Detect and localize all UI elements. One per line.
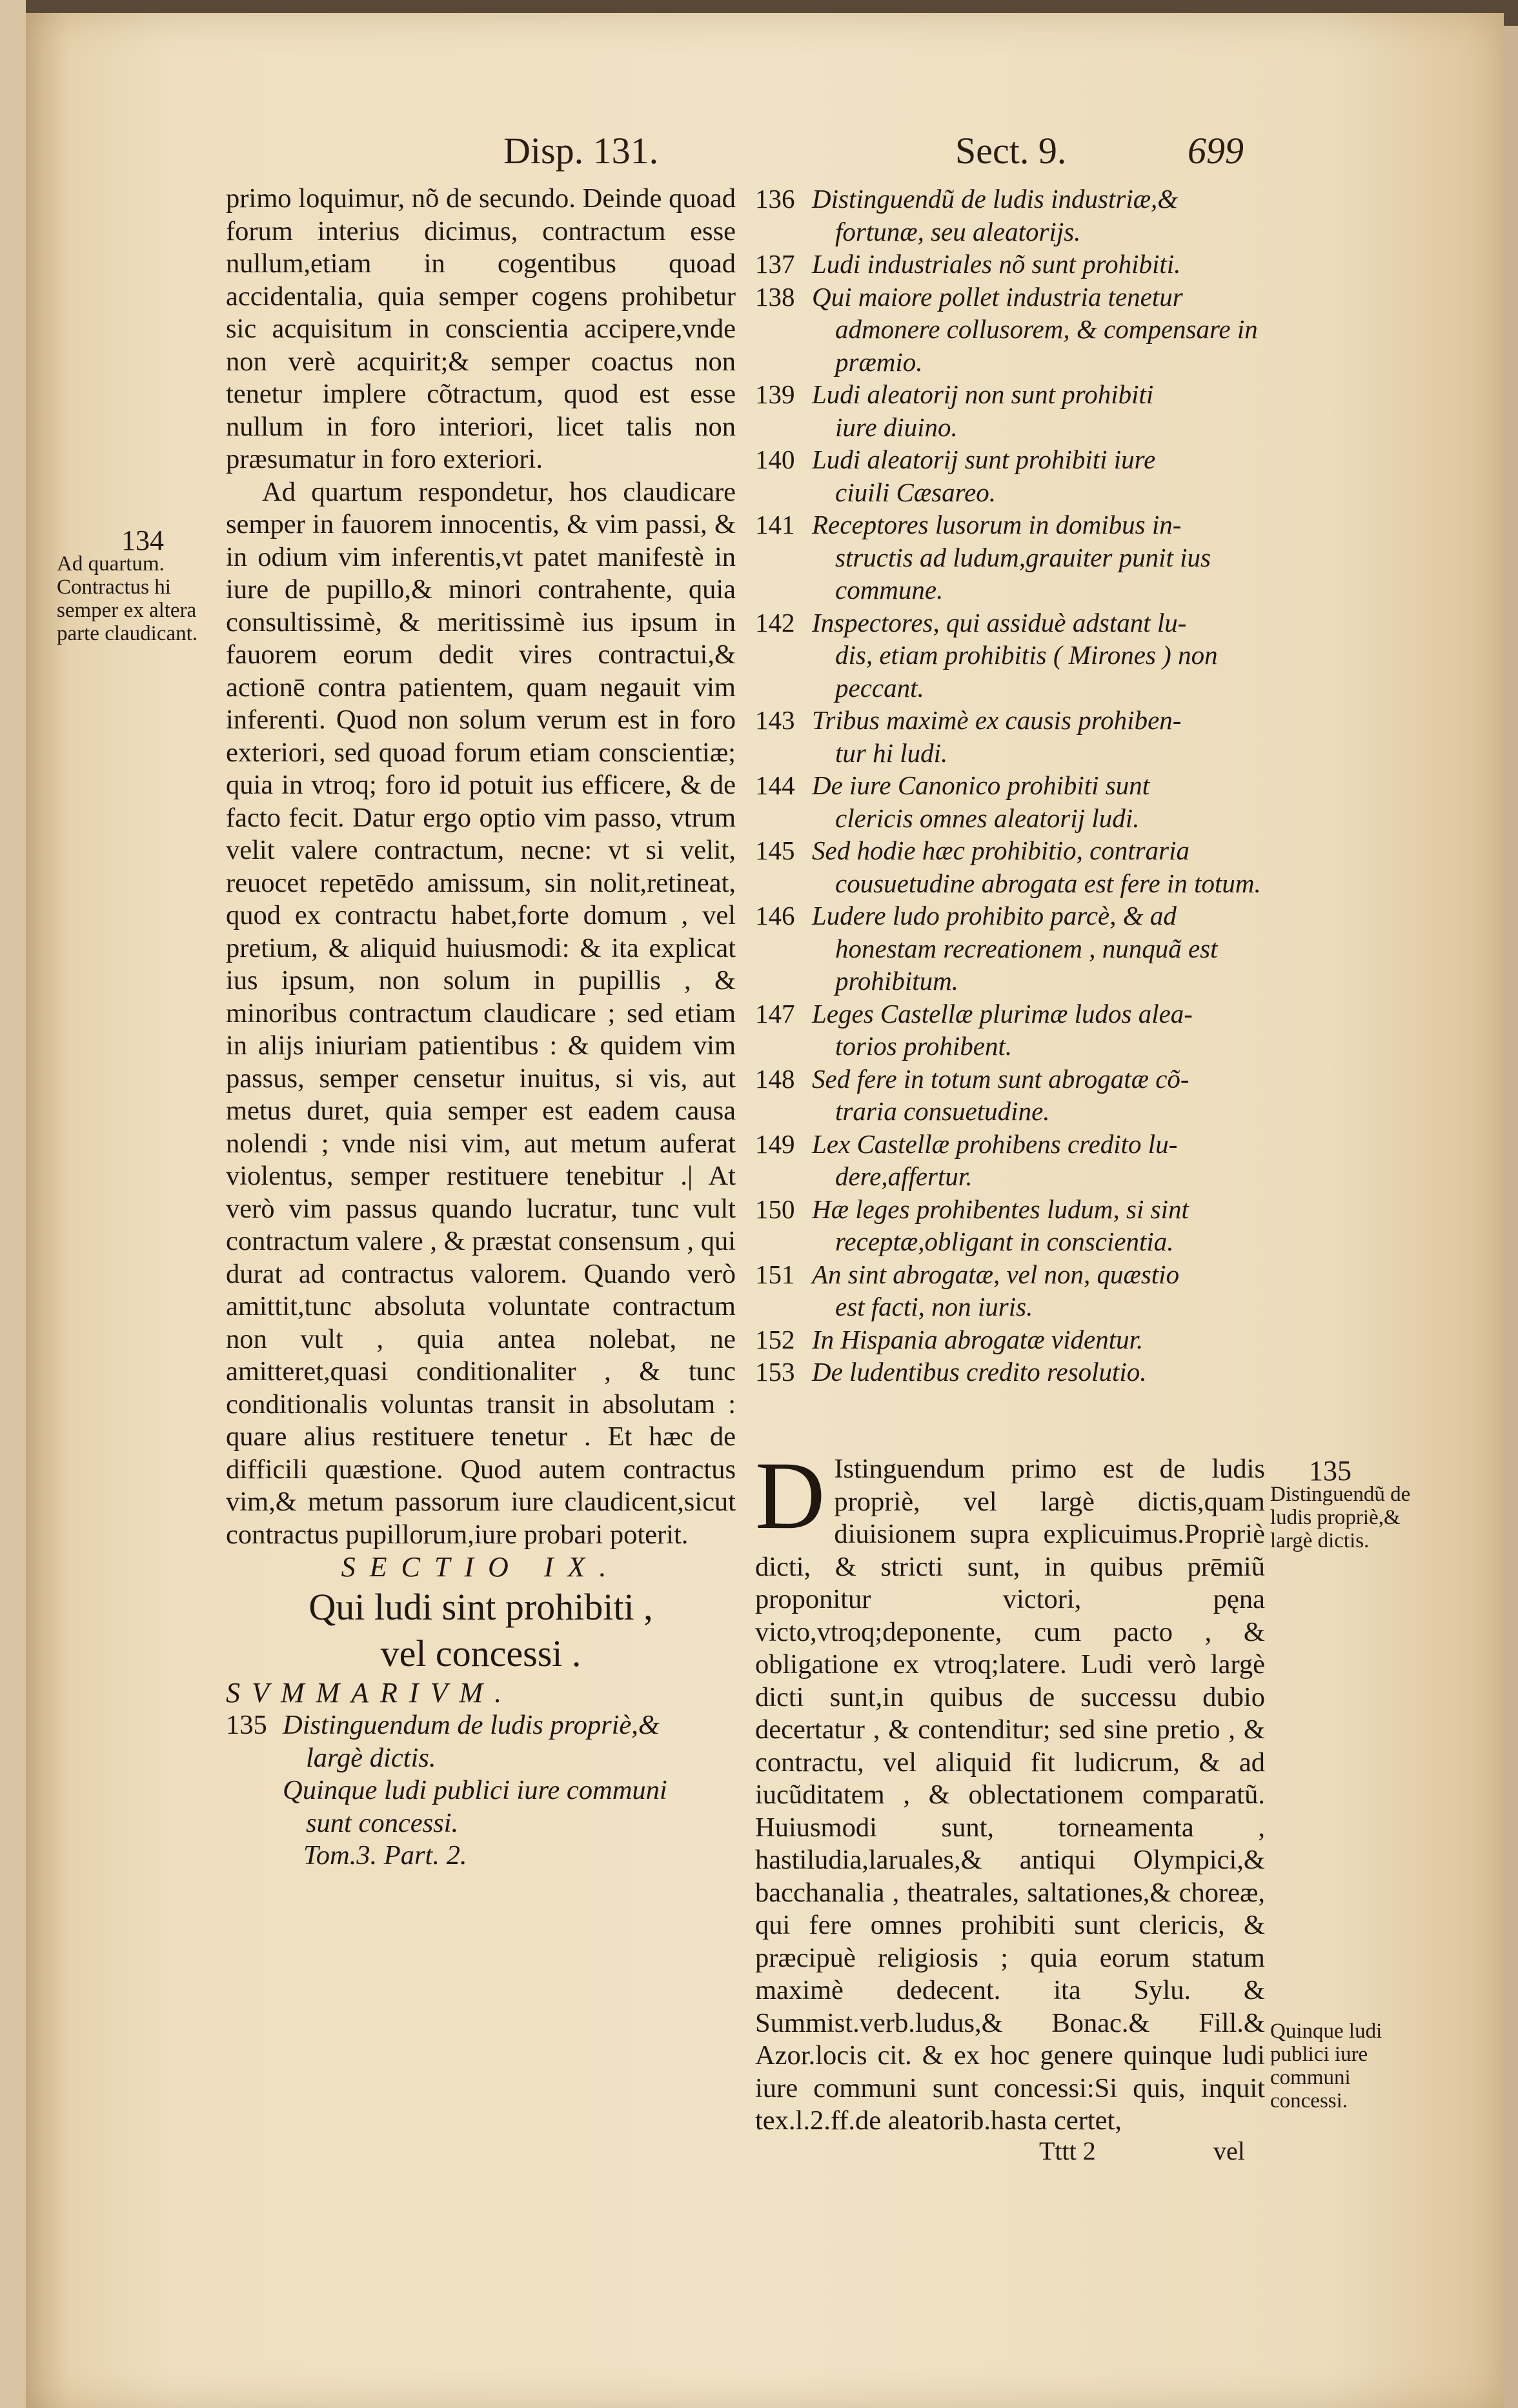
entry-number: 141	[755, 510, 795, 539]
summary-entry	[755, 183, 1265, 248]
entry-number: 151	[755, 1259, 795, 1289]
summary-entry	[755, 1128, 1265, 1193]
right-body-text	[755, 1442, 1265, 2138]
entry-number: 136	[755, 184, 795, 214]
right-summary-list	[755, 183, 1265, 1389]
entry-line2: fortunæ, seu aleatorijs.	[835, 216, 1081, 246]
entry-line1: Leges Castellæ plurimæ ludos alea-	[812, 998, 1193, 1028]
summary-entry	[755, 769, 1265, 834]
entry-line2: cousuetudine abrogata est fere in totum.	[835, 868, 1261, 898]
margin-note-text: Quinque ludi publici iure communi concessi.	[1270, 2020, 1382, 2112]
summary-entry	[755, 443, 1265, 508]
summary-entry	[755, 1063, 1265, 1128]
entry-line1: Ludere ludo prohibito parcè, & ad	[812, 901, 1177, 930]
entry-line1: Sed fere in totum sunt abrogatæ cõ-	[812, 1063, 1189, 1094]
header-disputation: Disp. 131.	[503, 130, 659, 172]
summary-entry-135	[226, 1709, 736, 1774]
section-title-line1: Qui ludi sint prohibiti ,	[309, 1585, 653, 1628]
summary-entry	[755, 281, 1265, 379]
entry-line2: dis, etiam prohibitis ( Mirones ) non peccant.	[835, 640, 1218, 703]
entry-line1: Lex Castellæ prohibens credito lu-	[812, 1129, 1178, 1159]
entry-line2: structis ad ludum,grauiter punit ius commune.	[835, 542, 1211, 605]
entry-line1: Qui maiore pollet industria tenetur	[812, 281, 1183, 312]
entry-line1: Hæ leges prohibentes ludum, si sint	[812, 1194, 1189, 1224]
left-page-edge	[0, 0, 26, 2408]
entry-line1: Distinguendum de ludis propriè,&	[283, 1710, 660, 1740]
section-title-line2: vel concessi .	[380, 1632, 582, 1674]
entry-number: 150	[755, 1194, 795, 1224]
signature-mark: Tttt 2	[1039, 2136, 1096, 2165]
entry-line2: receptæ,obligant in conscientia.	[835, 1227, 1174, 1256]
summary-entry	[755, 508, 1265, 607]
entry-number: 146	[755, 901, 795, 930]
entry-number: 143	[755, 705, 795, 735]
summary-entry	[755, 1356, 1265, 1389]
entry-line1: Tribus maximè ex causis prohiben-	[812, 705, 1182, 735]
entry-number: 137	[755, 249, 795, 279]
entry-line2: clericis omnes aleatorij ludi.	[835, 803, 1140, 833]
entry-number: 140	[755, 445, 795, 474]
entry-line2: iure diuino.	[835, 412, 958, 442]
margin-note-number: 135	[1309, 1455, 1351, 1487]
margin-note-quinque	[1270, 2020, 1425, 2112]
entry-line1: Quinque ludi publici iure communi	[283, 1775, 667, 1805]
summary-entry	[755, 1323, 1265, 1356]
entry-number: 147	[755, 998, 795, 1028]
entry-number: 135	[226, 1710, 267, 1740]
entry-number: 142	[755, 607, 795, 637]
entry-number: 149	[755, 1129, 795, 1159]
entry-line1: An sint abrogatæ, vel non, quæstio	[812, 1259, 1180, 1289]
summary-entry	[755, 998, 1265, 1063]
entry-line2: torios prohibent.	[835, 1031, 1013, 1061]
paragraph-ad-quartum: Ad quartum respondetur, hos claudicare semper in fauorem innocentis, & vim passi, & in odium vim inferentis,vt patet manifestè in iure de pupillo,& minori contrahente, quia consultissimè, & meritissimè ius ipsum in fauorem eorum dedit vires contractui,& actionē contra patientem, quam negauit vim inferenti. Quod non solum verum est in foro exteriori, sed quoad forum etiam conscientiæ; quia in vtroq; foro id potuit ius efficere, & de facto fecit. Datur ergo optio vim passo, vtrum velit valere contractum, necne: vt si velit, reuocet repetēdo amissum, sin nolit,retineat, quod ex contractu habet,forte domum , vel pretium, & aliquid huiusmodi: & ita explicat ius ipsum, non solum in pupillis , & minoribus contractum claudicare ; sed etiam in alijs iniuriam patientibus : & quidem vim passus, semper censetur inuitus, si vis, aut metus duret, quia semper est eadem causa nolendi ; vnde nisi vim, aut metum auferat violentus, semper restituere tenebitur .| At verò vim passus quando lucratur, tunc vult contractum valere , & præstat consensum , qui durat ad contractus valorem. Quando verò amittit,tunc absoluta voluntate contractum non vult , quia antea nolebat, ne amitteret,quasi conditionaliter , & tunc conditionalis voluntas transit in absolutam : quare alius restituere tenetur . Et hæc de difficili quæstione. Quod autem contractus vim,& metum passorum iure claudicent,sicut contractus pupillorum,iure probari poterit.	[226, 476, 736, 1550]
entry-line1: Ludi aleatorij non sunt prohibiti	[812, 379, 1154, 409]
entry-line1: Receptores lusorum in domibus in-	[812, 510, 1182, 539]
summary-entry	[755, 607, 1265, 705]
margin-note-text: Ad quartum. Contractus hi semper ex altera parte claudicant.	[57, 552, 198, 645]
entry-line1: In Hispania abrogatæ videntur.	[812, 1324, 1144, 1354]
summary-entry	[755, 248, 1265, 281]
entry-line1: Ludi aleatorij sunt prohibiti iure	[812, 445, 1156, 474]
summarium-heading: SVMMARIVM.	[226, 1676, 514, 1709]
entry-line2: traria consuetudine.	[835, 1096, 1050, 1126]
entry-number: 145	[755, 836, 795, 865]
entry-line2: dere,affertur.	[835, 1161, 973, 1191]
entry-line1: Distinguendũ de ludis industriæ,&	[812, 184, 1179, 214]
entry-line1: De ludentibus credito resolutio.	[812, 1357, 1147, 1387]
entry-number: 138	[755, 281, 795, 312]
page-number: 699	[1188, 130, 1244, 172]
entry-number: 144	[755, 770, 795, 800]
entry-line2: largè dictis.	[306, 1742, 436, 1773]
drop-cap-d: D	[755, 1442, 825, 1549]
entry-line2: tur hi ludi.	[835, 737, 948, 768]
entry-line2: honestam recreationem , nunquã est prohibitum.	[835, 933, 1218, 996]
entry-number: 148	[755, 1063, 795, 1094]
entry-line1: Sed hodie hæc prohibitio, contraria	[812, 836, 1189, 865]
left-column	[226, 183, 736, 1872]
footer-tome: Tom.3. Part. 2.	[303, 1840, 467, 1871]
margin-note-text: Distinguendũ de ludis propriè,& largè dictis.	[1270, 1483, 1411, 1552]
margin-note-134	[57, 525, 215, 645]
entry-line2: admonere collusorem, & compensare in præmio.	[835, 314, 1258, 377]
entry-line2: ciuili Cæsareo.	[835, 477, 997, 507]
entry-line2: sunt concessi.	[306, 1807, 459, 1838]
summary-entry	[755, 704, 1265, 769]
summary-entry	[755, 1258, 1265, 1323]
header-section: Sect. 9.	[955, 130, 1067, 172]
summary-entry	[755, 899, 1265, 998]
entry-line1: De iure Canonico prohibiti sunt	[812, 770, 1150, 800]
entry-number: 153	[755, 1357, 795, 1387]
summary-entry	[755, 378, 1265, 443]
paragraph-continuation: primo loquimur, nõ de secundo. Deinde quoad forum interius dicimus, contractum esse nullum,etiam in cogentibus quoad accidentalia, quia semper cogens prohibetur sic acquisitum in conscientia accipere,vnde non verè acquirit;& semper coactus non tenetur implere cõtractum, quod est esse nullum in foro interiori, licet talis non præsumatur in foro exteriori.	[226, 183, 736, 474]
catchword: vel	[1213, 2136, 1245, 2165]
summary-entry	[755, 834, 1265, 899]
summary-entry-quinque	[226, 1774, 736, 1840]
summary-entry	[755, 1193, 1265, 1258]
margin-note-135	[1270, 1455, 1425, 1552]
section-heading: SECTIO IX.	[341, 1551, 621, 1583]
margin-note-number: 134	[121, 525, 164, 556]
body-paragraph: Istinguendum primo est de ludis propriè, vel largè dictis,quam diuisionem supra explicuimus.Propriè dicti, & stricti sunt, in quibus prēmiũ proponitur victori, pęna victo,vtroq;deponente, cum pacto , & obligatione ex vtroq;latere. Ludi verò largè dicti sunt,in quibus de successu dubio decertatur , & contenditur; sed sine pretio , & contractu, vel aliquid fit ludicrum, & ad iucũditatem , & oblectationem comparatũ. Huiusmodi sunt, torneamenta , hastiludia,laruales,& antiqui Olympici,& bacchanalia , theatrales, saltationes,& choreæ, qui fere omnes prohibiti sunt clericis, & præcipuè religiosis ; quia eorum statum maximè dedecent. ita Sylu. & Summist.verb.ludus,& Bonac.& Fill.& Azor.locis cit. & ex hoc genere quinque ludi iure communi sunt concessi:Si quis, inquit tex.l.2.ff.de aleatorib.hasta certet,	[755, 1454, 1265, 2136]
entry-number: 139	[755, 379, 795, 409]
entry-line1: Ludi industriales nõ sunt prohibiti.	[812, 249, 1181, 279]
entry-line2: est facti, non iuris.	[835, 1292, 1033, 1321]
entry-number	[226, 1774, 283, 1840]
entry-line1: Inspectores, qui assiduè adstant lu-	[812, 607, 1187, 637]
entry-number: 152	[755, 1324, 795, 1354]
